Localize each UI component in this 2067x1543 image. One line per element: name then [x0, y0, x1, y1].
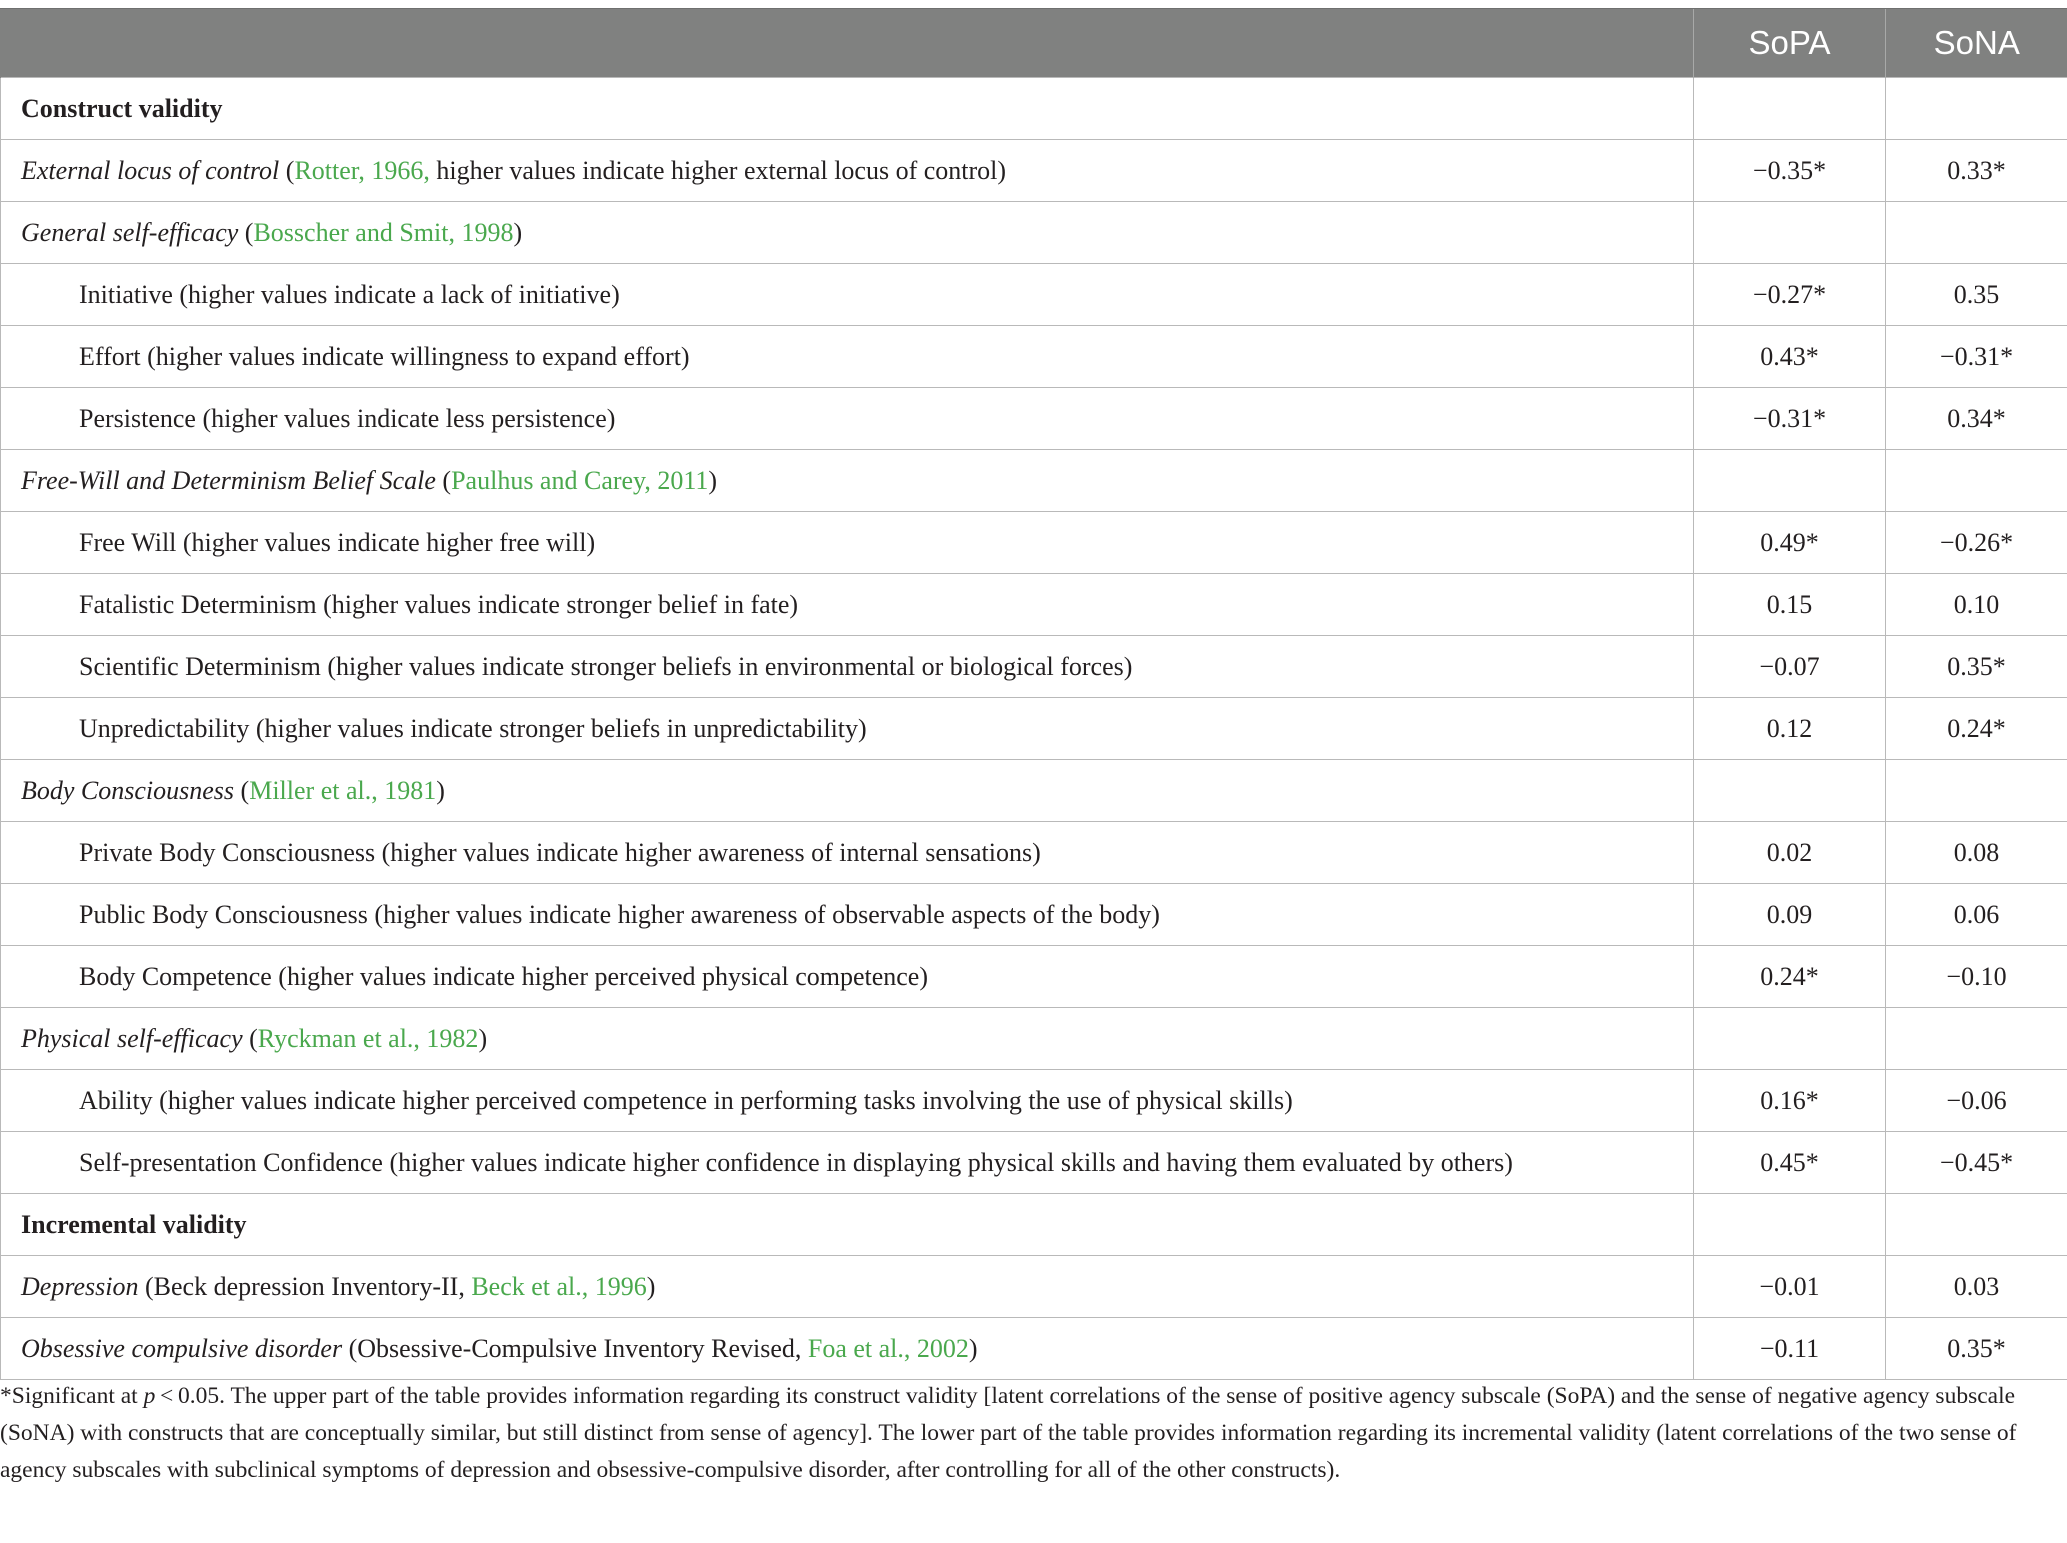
scale-description-end: )	[436, 775, 445, 805]
header-sona: SoNA	[1886, 9, 2067, 78]
scale-description: (Obsessive-Compulsive Inventory Revised,	[342, 1333, 808, 1363]
citation-link: Paulhus and Carey, 2011	[451, 465, 709, 495]
footnote-text: < 0.05. The upper part of the table provides information regarding its construct validity [latent correlations of the sense of positive agency subscale (SoPA) and the sense of negative agency subscale (SoNA) with constructs that are conceptually similar, but still distinct from sense of agency]. The lower part of the table provides information regarding its incremental validity (latent correlations of the two sense of agency subscales with subclinical symptoms of depression and obsessive-compulsive disorder, after controlling for all of the other constructs).	[0, 1383, 2017, 1483]
row-label	[1, 388, 1694, 450]
sona-value	[1886, 1194, 2067, 1256]
scale-description-end: )	[478, 1023, 488, 1053]
sopa-value	[1694, 1008, 1886, 1070]
sopa-value: 0.15	[1694, 574, 1886, 636]
table-row	[1, 264, 2067, 326]
row-label	[1, 884, 1694, 946]
sopa-value: 0.12	[1694, 698, 1886, 760]
table-row	[1, 326, 2067, 388]
sopa-value	[1694, 78, 1886, 140]
subscale-label: Ability (higher values indicate higher perceived competence in performing tasks involving the use of physical skills)	[79, 1085, 1293, 1115]
table-container	[0, 8, 2067, 1380]
sona-value: −0.10	[1886, 946, 2067, 1008]
sona-value: 0.03	[1886, 1256, 2067, 1318]
scale-name: Body Consciousness	[21, 775, 235, 805]
row-label	[1, 264, 1694, 326]
scale-description: (	[435, 465, 452, 495]
subscale-label: Initiative (higher values indicate a lack of initiative)	[79, 279, 620, 309]
row-label	[1, 946, 1694, 1008]
sona-value: 0.10	[1886, 574, 2067, 636]
table-row	[1, 1318, 2067, 1380]
row-label	[1, 1256, 1694, 1318]
sopa-value: 0.43*	[1694, 326, 1886, 388]
sona-value: 0.06	[1886, 884, 2067, 946]
table-body	[1, 78, 2067, 1380]
table-row	[1, 760, 2067, 822]
sopa-value: −0.11	[1694, 1318, 1886, 1380]
citation-link: Bosscher and Smit, 1998	[253, 217, 514, 247]
scale-description-end: )	[513, 217, 523, 247]
citation-link: Rotter, 1966,	[294, 155, 430, 185]
row-label	[1, 1008, 1694, 1070]
table-row	[1, 1256, 2067, 1318]
subscale-label: Effort (higher values indicate willingness to expand effort)	[79, 341, 690, 371]
row-label	[1, 698, 1694, 760]
sopa-value	[1694, 760, 1886, 822]
footnote-prefix: *Significant at	[0, 1383, 144, 1409]
scale-name: Physical self-efficacy	[21, 1023, 243, 1053]
citation-link: Miller et al., 1981	[249, 775, 437, 805]
table-header-row	[1, 9, 2067, 78]
row-label	[1, 636, 1694, 698]
subscale-label: Fatalistic Determinism (higher values indicate stronger belief in fate)	[79, 589, 799, 619]
sopa-value: 0.02	[1694, 822, 1886, 884]
sona-value: −0.26*	[1886, 512, 2067, 574]
row-label	[1, 202, 1694, 264]
scale-description: (	[234, 775, 250, 805]
subscale-label: Unpredictability (higher values indicate stronger beliefs in unpredictability)	[79, 713, 867, 743]
sopa-value: 0.24*	[1694, 946, 1886, 1008]
scale-description: (	[279, 155, 295, 185]
table-row	[1, 1070, 2067, 1132]
sona-value: 0.35*	[1886, 636, 2067, 698]
table-row	[1, 574, 2067, 636]
row-label	[1, 574, 1694, 636]
subscale-label: Persistence (higher values indicate less persistence)	[79, 403, 616, 433]
row-label	[1, 450, 1694, 512]
row-label	[1, 822, 1694, 884]
sona-value	[1886, 202, 2067, 264]
table-row	[1, 388, 2067, 450]
citation-link: Ryckman et al., 1982	[257, 1023, 479, 1053]
scale-name: Depression	[21, 1271, 139, 1301]
sona-value: 0.33*	[1886, 140, 2067, 202]
sona-value: 0.34*	[1886, 388, 2067, 450]
sopa-value: −0.01	[1694, 1256, 1886, 1318]
row-label	[1, 326, 1694, 388]
table-row	[1, 450, 2067, 512]
subscale-label: Public Body Consciousness (higher values indicate higher awareness of observable aspects of the body)	[79, 899, 1160, 929]
sona-value: 0.35	[1886, 264, 2067, 326]
section-title: Construct validity	[21, 93, 223, 123]
sopa-value: −0.35*	[1694, 140, 1886, 202]
row-label	[1, 140, 1694, 202]
row-label	[1, 1070, 1694, 1132]
sopa-value: 0.16*	[1694, 1070, 1886, 1132]
scale-description-end: )	[968, 1333, 978, 1363]
sona-value: 0.35*	[1886, 1318, 2067, 1380]
sopa-value: 0.49*	[1694, 512, 1886, 574]
sopa-value	[1694, 202, 1886, 264]
scale-description: (	[242, 1023, 258, 1053]
scale-name: General self-efficacy	[21, 217, 239, 247]
sopa-value: −0.31*	[1694, 388, 1886, 450]
scale-name: Obsessive compulsive disorder	[21, 1333, 343, 1363]
citation-link: Beck et al., 1996	[471, 1271, 647, 1301]
header-sopa: SoPA	[1694, 9, 1886, 78]
table-row	[1, 946, 2067, 1008]
subscale-label: Free Will (higher values indicate higher free will)	[79, 527, 596, 557]
table-row	[1, 1194, 2067, 1256]
row-label	[1, 1318, 1694, 1380]
row-label	[1, 78, 1694, 140]
sona-value	[1886, 78, 2067, 140]
row-label	[1, 760, 1694, 822]
scale-name: External locus of control	[21, 155, 280, 185]
sona-value: 0.08	[1886, 822, 2067, 884]
footnote-p-symbol: p	[143, 1383, 156, 1409]
table-row	[1, 698, 2067, 760]
citation-link: Foa et al., 2002	[807, 1333, 969, 1363]
sopa-value: 0.09	[1694, 884, 1886, 946]
sopa-value: −0.07	[1694, 636, 1886, 698]
scale-description-end: )	[708, 465, 718, 495]
table-row	[1, 822, 2067, 884]
table-row	[1, 202, 2067, 264]
sona-value	[1886, 1008, 2067, 1070]
table-row	[1, 1008, 2067, 1070]
scale-description: (	[238, 217, 254, 247]
sopa-value	[1694, 450, 1886, 512]
row-label	[1, 512, 1694, 574]
scale-description-end: )	[646, 1271, 656, 1301]
table-footnote	[0, 1378, 2060, 1489]
subscale-label: Self-presentation Confidence (higher values indicate higher confidence in displaying physical skills and having them evaluated by others)	[79, 1147, 1513, 1177]
sona-value: −0.31*	[1886, 326, 2067, 388]
sopa-value	[1694, 1194, 1886, 1256]
table-row	[1, 1132, 2067, 1194]
sopa-value: −0.27*	[1694, 264, 1886, 326]
scale-description: (Beck depression Inventory-II,	[138, 1271, 472, 1301]
sopa-value: 0.45*	[1694, 1132, 1886, 1194]
validity-table	[0, 8, 2067, 1380]
section-title: Incremental validity	[21, 1209, 247, 1239]
row-label	[1, 1194, 1694, 1256]
sona-value: −0.45*	[1886, 1132, 2067, 1194]
sona-value: 0.24*	[1886, 698, 2067, 760]
sona-value	[1886, 760, 2067, 822]
subscale-label: Scientific Determinism (higher values indicate stronger beliefs in environmental or biological forces)	[79, 651, 1133, 681]
subscale-label: Private Body Consciousness (higher values indicate higher awareness of internal sensations)	[79, 837, 1041, 867]
scale-description-end: higher values indicate higher external locus of control)	[429, 155, 1007, 185]
table-row	[1, 512, 2067, 574]
header-label-cell	[1, 9, 1694, 78]
table-row	[1, 140, 2067, 202]
subscale-label: Body Competence (higher values indicate higher perceived physical competence)	[79, 961, 928, 991]
scale-name: Free-Will and Determinism Belief Scale	[21, 465, 436, 495]
table-row	[1, 636, 2067, 698]
table-row	[1, 78, 2067, 140]
sona-value	[1886, 450, 2067, 512]
row-label	[1, 1132, 1694, 1194]
table-row	[1, 884, 2067, 946]
sona-value: −0.06	[1886, 1070, 2067, 1132]
